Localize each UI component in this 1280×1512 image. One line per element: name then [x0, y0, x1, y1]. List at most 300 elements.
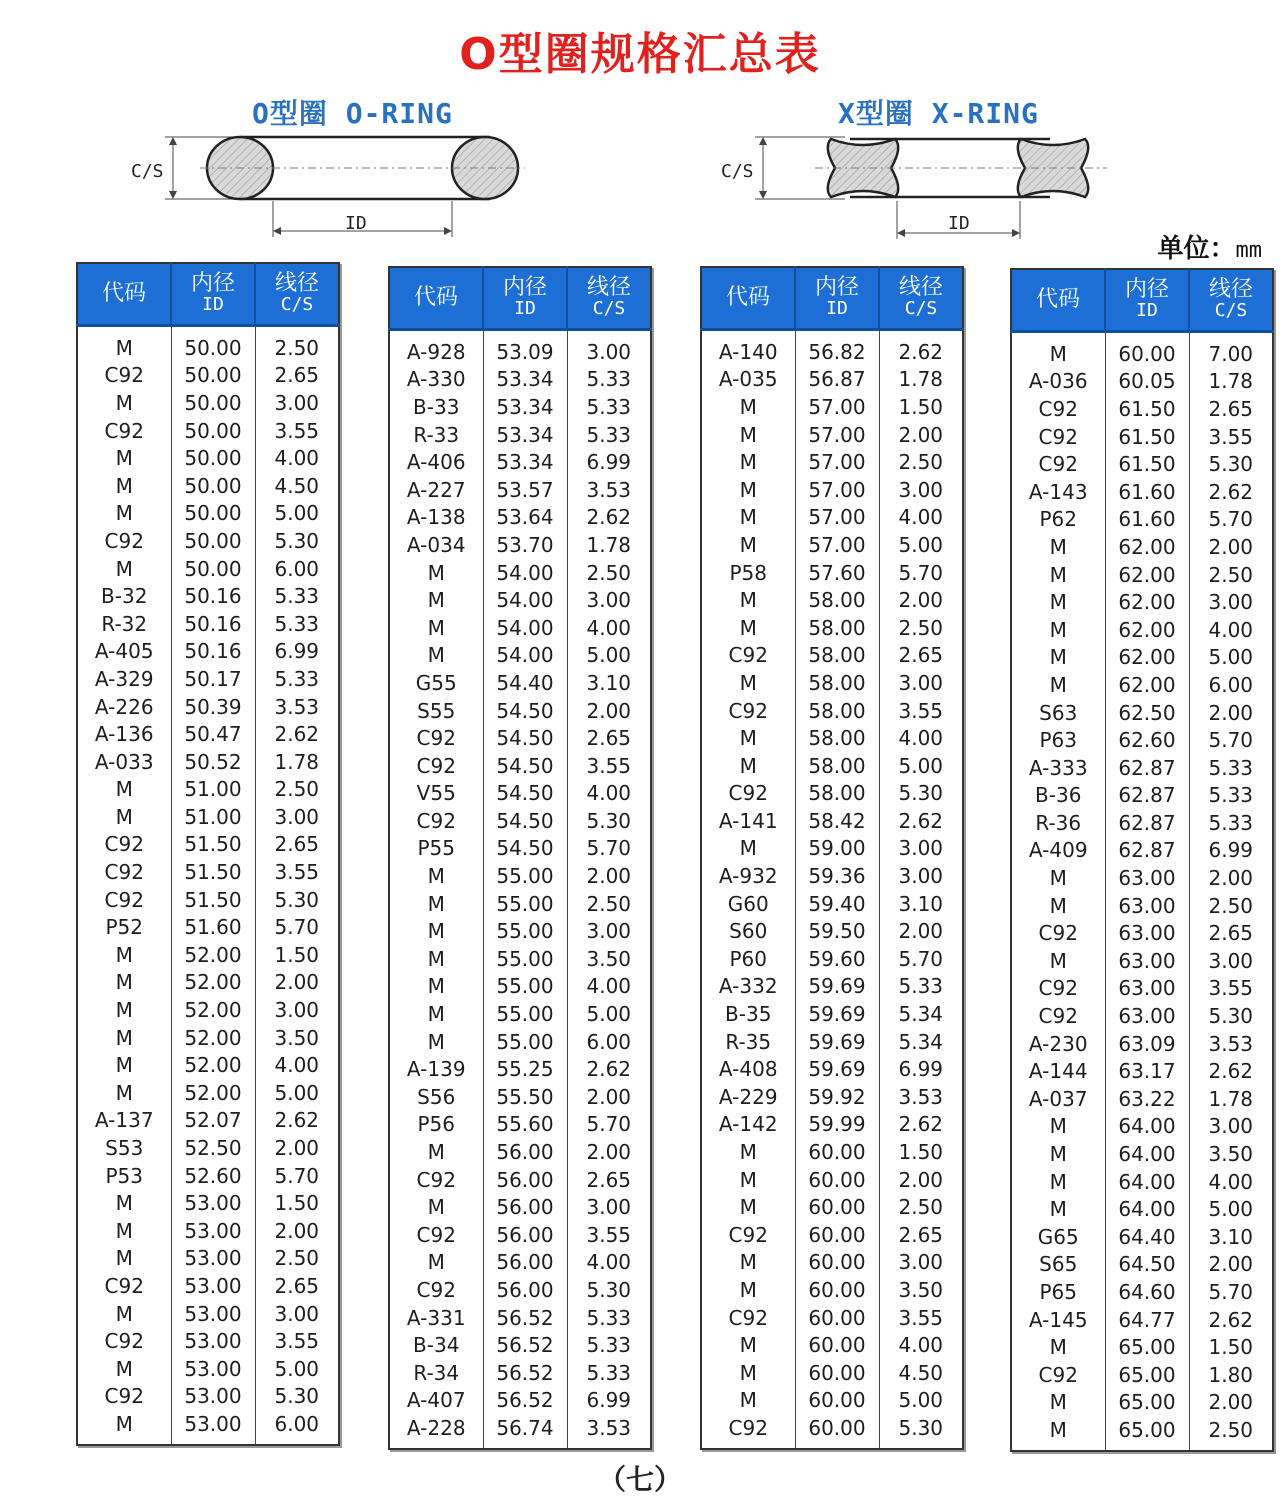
cs-cell: 5.30 — [1189, 1002, 1273, 1030]
code-cell: A-143 — [1028, 479, 1088, 504]
code-cell: P56 — [417, 1112, 455, 1137]
cs-cell: 2.00 — [879, 586, 963, 614]
code-cell: M — [427, 1195, 445, 1220]
table-row — [77, 693, 339, 721]
table-row — [1011, 919, 1273, 947]
code-cell: C92 — [104, 1273, 144, 1298]
code-cell: P60 — [729, 946, 767, 971]
id-cell: 59.00 — [795, 835, 879, 863]
code-cell: P52 — [105, 915, 143, 940]
code-cell: R-35 — [725, 1029, 772, 1054]
header-id-sub: ID — [826, 298, 848, 319]
code-cell: P55 — [417, 836, 455, 861]
id-cell: 56.00 — [483, 1138, 567, 1166]
cs-cell: 2.00 — [567, 697, 651, 725]
cs-cell: 2.62 — [255, 720, 339, 748]
id-cell: 55.60 — [483, 1111, 567, 1139]
cs-cell: 2.00 — [567, 862, 651, 890]
id-cell: 54.00 — [483, 559, 567, 587]
page-number: （七） — [597, 1463, 682, 1496]
code-cell: M — [739, 836, 757, 861]
cs-cell: 1.78 — [567, 531, 651, 559]
id-cell: 55.00 — [483, 862, 567, 890]
id-cell: 64.00 — [1105, 1113, 1189, 1141]
table-row — [701, 504, 963, 532]
header-id-sub: ID — [514, 298, 536, 319]
table-row — [77, 748, 339, 776]
code-cell: M — [115, 1411, 133, 1436]
code-cell: C92 — [1038, 976, 1078, 1001]
unit-note — [1157, 228, 1262, 265]
cs-cell: 5.00 — [1189, 1195, 1273, 1223]
code-cell: M — [739, 615, 757, 640]
id-cell: 64.40 — [1105, 1223, 1189, 1251]
table-row — [1011, 332, 1273, 368]
table-row — [1011, 671, 1273, 699]
code-cell: A-139 — [406, 1057, 466, 1082]
cs-cell: 4.00 — [255, 444, 339, 472]
cs-cell: 6.99 — [567, 1387, 651, 1415]
code-cell: M — [115, 1191, 133, 1216]
table-row — [389, 807, 651, 835]
cs-cell: 5.70 — [567, 1111, 651, 1139]
cs-cell: 3.00 — [1189, 588, 1273, 616]
table-row — [389, 1276, 651, 1304]
code-cell: R-34 — [413, 1360, 460, 1385]
id-cell: 63.00 — [1105, 919, 1189, 947]
code-cell: C92 — [104, 832, 144, 857]
id-cell: 57.00 — [795, 531, 879, 559]
id-cell: 50.00 — [171, 326, 255, 362]
table-row — [701, 330, 963, 366]
id-cell: 60.00 — [795, 1359, 879, 1387]
id-cell: 64.77 — [1105, 1306, 1189, 1334]
id-cell: 52.07 — [171, 1107, 255, 1135]
cs-cell: 3.53 — [567, 1414, 651, 1449]
code-cell: C92 — [416, 726, 456, 751]
id-cell: 53.34 — [483, 448, 567, 476]
cs-label-o: C/S — [131, 161, 164, 182]
table-row — [389, 1028, 651, 1056]
cs-cell: 2.50 — [879, 1193, 963, 1221]
cs-cell: 3.00 — [567, 330, 651, 366]
code-cell: A-408 — [718, 1057, 778, 1082]
id-cell: 64.50 — [1105, 1251, 1189, 1279]
cs-cell: 3.10 — [879, 890, 963, 918]
code-cell: M — [1049, 1335, 1067, 1360]
table-row — [701, 421, 963, 449]
id-cell: 53.09 — [483, 330, 567, 366]
cs-cell: 5.00 — [255, 500, 339, 528]
cs-cell: 3.00 — [567, 1193, 651, 1221]
id-cell: 50.16 — [171, 582, 255, 610]
id-cell: 52.00 — [171, 941, 255, 969]
cs-cell: 4.00 — [879, 1331, 963, 1359]
cs-cell: 2.00 — [1189, 1251, 1273, 1279]
id-cell: 62.00 — [1105, 644, 1189, 672]
id-cell: 56.87 — [795, 366, 879, 394]
code-cell: M — [739, 450, 757, 475]
cs-cell: 1.78 — [879, 366, 963, 394]
table-row — [701, 642, 963, 670]
header-cs-top: 线径 — [274, 271, 319, 296]
cs-cell: 1.78 — [1189, 368, 1273, 396]
code-cell: G65 — [1037, 1224, 1079, 1249]
x-ring-diagram — [715, 125, 1115, 245]
table-row — [701, 393, 963, 421]
id-cell: 50.00 — [171, 527, 255, 555]
code-cell: A-037 — [1028, 1086, 1088, 1111]
table-row — [1011, 754, 1273, 782]
cs-cell: 2.62 — [879, 807, 963, 835]
code-cell: A-331 — [406, 1305, 466, 1330]
table-row — [1011, 1278, 1273, 1306]
code-cell: B-35 — [725, 1002, 772, 1027]
code-cell: R-36 — [1035, 810, 1082, 835]
cs-cell: 2.00 — [879, 1166, 963, 1194]
table-row — [1011, 1223, 1273, 1251]
cs-cell: 3.00 — [879, 862, 963, 890]
code-cell: M — [1049, 1417, 1067, 1442]
cs-cell: 5.33 — [1189, 809, 1273, 837]
table-row — [701, 1331, 963, 1359]
table-row — [389, 669, 651, 697]
code-cell: A-409 — [1028, 838, 1088, 863]
code-cell: M — [115, 970, 133, 995]
id-label-x: ID — [948, 213, 970, 234]
code-cell: M — [739, 505, 757, 530]
table-row — [1011, 726, 1273, 754]
code-cell: A-141 — [718, 808, 778, 833]
code-cell: R-32 — [101, 611, 148, 636]
table-row — [1011, 1251, 1273, 1279]
cs-cell: 3.00 — [1189, 1113, 1273, 1141]
cs-cell: 5.33 — [1189, 782, 1273, 810]
id-cell: 53.34 — [483, 421, 567, 449]
code-cell: A-142 — [718, 1112, 778, 1137]
id-cell: 59.92 — [795, 1083, 879, 1111]
code-cell: B-34 — [413, 1333, 460, 1358]
table-row — [389, 393, 651, 421]
table-row — [389, 1000, 651, 1028]
table-row — [77, 326, 339, 362]
code-cell: A-137 — [94, 1108, 154, 1133]
table-row — [1011, 478, 1273, 506]
cs-cell: 6.00 — [255, 1410, 339, 1445]
table-row — [701, 807, 963, 835]
id-cell: 53.00 — [171, 1355, 255, 1383]
id-cell: 63.22 — [1105, 1085, 1189, 1113]
cs-cell: 2.50 — [1189, 1416, 1273, 1451]
id-cell: 63.09 — [1105, 1030, 1189, 1058]
table-row — [77, 665, 339, 693]
cs-cell: 3.55 — [567, 752, 651, 780]
code-cell: M — [115, 998, 133, 1023]
id-cell: 53.00 — [171, 1245, 255, 1273]
table-row — [389, 504, 651, 532]
table-row — [77, 1079, 339, 1107]
id-cell: 60.00 — [795, 1276, 879, 1304]
header-cs-top: 线径 — [898, 275, 943, 300]
id-cell: 63.17 — [1105, 1057, 1189, 1085]
cs-cell: 5.30 — [567, 807, 651, 835]
id-cell: 62.87 — [1105, 782, 1189, 810]
cs-cell: 3.00 — [879, 669, 963, 697]
code-cell: M — [427, 919, 445, 944]
cs-cell: 3.10 — [567, 669, 651, 697]
table-row — [1011, 837, 1273, 865]
id-cell: 56.00 — [483, 1221, 567, 1249]
table-row — [389, 917, 651, 945]
cs-cell: 6.99 — [1189, 837, 1273, 865]
spec-table-4 — [1010, 268, 1274, 1452]
table-row — [389, 1193, 651, 1221]
table-row — [389, 448, 651, 476]
code-cell: M — [1049, 645, 1067, 670]
cs-cell: 2.65 — [255, 831, 339, 859]
cs-cell: 1.78 — [255, 748, 339, 776]
table-row — [389, 1387, 651, 1415]
cs-cell: 2.00 — [255, 969, 339, 997]
cs-cell: 6.00 — [567, 1028, 651, 1056]
id-cell: 54.50 — [483, 697, 567, 725]
table-row — [389, 1221, 651, 1249]
id-cell: 60.00 — [795, 1193, 879, 1221]
cs-cell: 2.50 — [1189, 561, 1273, 589]
cs-cell: 3.53 — [1189, 1030, 1273, 1058]
code-cell: M — [427, 588, 445, 613]
cs-cell: 1.80 — [1189, 1361, 1273, 1389]
cs-cell: 5.34 — [879, 1000, 963, 1028]
id-cell: 56.52 — [483, 1304, 567, 1332]
table-row — [1011, 947, 1273, 975]
table-row — [1011, 1306, 1273, 1334]
id-cell: 62.00 — [1105, 533, 1189, 561]
id-cell: 55.25 — [483, 1055, 567, 1083]
cs-cell: 5.30 — [255, 1383, 339, 1411]
code-cell: M — [427, 615, 445, 640]
id-cell: 62.00 — [1105, 616, 1189, 644]
cs-cell: 6.99 — [255, 638, 339, 666]
cs-cell: 2.62 — [1189, 478, 1273, 506]
table-row — [77, 582, 339, 610]
cs-cell: 5.30 — [879, 1414, 963, 1449]
cs-cell: 4.50 — [255, 472, 339, 500]
table-row — [77, 913, 339, 941]
code-cell: M — [115, 1246, 133, 1271]
cs-cell: 5.00 — [567, 642, 651, 670]
id-cell: 60.00 — [795, 1138, 879, 1166]
cs-cell: 5.70 — [1189, 1278, 1273, 1306]
id-cell: 58.00 — [795, 780, 879, 808]
table-row — [77, 803, 339, 831]
table-header-row — [1011, 269, 1273, 332]
table-row — [389, 1111, 651, 1139]
table-row — [389, 476, 651, 504]
cs-cell: 3.00 — [879, 835, 963, 863]
id-cell: 62.87 — [1105, 809, 1189, 837]
id-cell: 53.57 — [483, 476, 567, 504]
code-cell: A-229 — [718, 1084, 778, 1109]
table-row — [389, 973, 651, 1001]
id-cell: 52.50 — [171, 1134, 255, 1162]
id-cell: 53.00 — [171, 1189, 255, 1217]
code-cell: R-33 — [413, 422, 460, 447]
cs-cell: 2.65 — [255, 1272, 339, 1300]
id-cell: 53.00 — [171, 1383, 255, 1411]
table-row — [77, 941, 339, 969]
code-cell: V55 — [416, 781, 456, 806]
cs-cell: 4.00 — [879, 724, 963, 752]
id-cell: 56.52 — [483, 1331, 567, 1359]
id-cell: 50.17 — [171, 665, 255, 693]
id-cell: 55.00 — [483, 1000, 567, 1028]
id-cell: 55.50 — [483, 1083, 567, 1111]
table-row — [389, 1138, 651, 1166]
table-header-row — [77, 263, 339, 326]
id-cell: 61.50 — [1105, 423, 1189, 451]
header-code: 代码 — [701, 267, 795, 330]
header-cs-sub: C/S — [904, 298, 938, 319]
table-row — [701, 1083, 963, 1111]
table-row — [389, 1304, 651, 1332]
table-row — [701, 1221, 963, 1249]
table-row — [701, 835, 963, 863]
table-row — [389, 835, 651, 863]
table-row — [389, 586, 651, 614]
id-cell: 53.64 — [483, 504, 567, 532]
table-row — [701, 862, 963, 890]
code-cell: C92 — [104, 860, 144, 885]
table-row — [77, 720, 339, 748]
code-cell: C92 — [104, 1329, 144, 1354]
id-cell: 53.00 — [171, 1300, 255, 1328]
code-cell: A-145 — [1028, 1307, 1088, 1332]
cs-cell: 5.33 — [255, 665, 339, 693]
table-row — [1011, 782, 1273, 810]
table-row — [701, 1000, 963, 1028]
cs-cell: 3.00 — [255, 803, 339, 831]
code-cell: G60 — [727, 891, 769, 916]
cs-cell: 3.55 — [879, 697, 963, 725]
header-code: 代码 — [389, 267, 483, 330]
code-cell: P53 — [105, 1163, 143, 1188]
id-cell: 58.00 — [795, 752, 879, 780]
cs-cell: 5.30 — [255, 886, 339, 914]
id-cell: 60.00 — [795, 1221, 879, 1249]
table-row — [701, 724, 963, 752]
spec-table-1 — [76, 262, 340, 1446]
unit-value: mm — [1235, 238, 1262, 263]
code-cell: A-228 — [406, 1415, 466, 1440]
code-cell: M — [1049, 562, 1067, 587]
table-row — [389, 614, 651, 642]
id-cell: 63.00 — [1105, 975, 1189, 1003]
table-row — [1011, 395, 1273, 423]
cs-cell: 1.50 — [879, 1138, 963, 1166]
code-cell: S53 — [105, 1136, 144, 1161]
id-cell: 59.69 — [795, 1028, 879, 1056]
code-cell: M — [739, 1360, 757, 1385]
code-cell: M — [115, 1053, 133, 1078]
header-id — [1105, 269, 1189, 332]
header-cs — [879, 267, 963, 330]
cs-cell: 6.99 — [879, 1055, 963, 1083]
header-cs — [567, 267, 651, 330]
table-row — [77, 831, 339, 859]
code-cell: M — [739, 422, 757, 447]
table-row — [701, 1304, 963, 1332]
table-row — [389, 1249, 651, 1277]
code-cell: A-226 — [94, 694, 154, 719]
code-cell: M — [427, 864, 445, 889]
cs-cell: 2.00 — [1189, 1389, 1273, 1417]
id-cell: 51.00 — [171, 776, 255, 804]
header-id-top: 内径 — [190, 271, 235, 296]
table-row — [389, 862, 651, 890]
cs-cell: 5.00 — [879, 531, 963, 559]
cs-cell: 5.33 — [567, 366, 651, 394]
code-cell: M — [1049, 1142, 1067, 1167]
code-cell: M — [115, 1080, 133, 1105]
code-cell: M — [1049, 672, 1067, 697]
table-row — [1011, 506, 1273, 534]
id-cell: 55.00 — [483, 945, 567, 973]
cs-cell: 3.00 — [255, 996, 339, 1024]
id-cell: 63.00 — [1105, 947, 1189, 975]
cs-cell: 2.65 — [255, 362, 339, 390]
table-row — [77, 1383, 339, 1411]
code-cell: M — [1049, 866, 1067, 891]
table-row — [77, 996, 339, 1024]
cs-cell: 2.65 — [1189, 395, 1273, 423]
header-cs — [255, 263, 339, 326]
cs-cell: 2.00 — [1189, 533, 1273, 561]
id-cell: 50.00 — [171, 362, 255, 390]
cs-cell: 5.70 — [567, 835, 651, 863]
header-id — [483, 267, 567, 330]
table-row — [389, 780, 651, 808]
code-cell: C92 — [416, 1277, 456, 1302]
header-id-sub: ID — [202, 294, 224, 315]
id-cell: 63.00 — [1105, 864, 1189, 892]
code-cell: M — [739, 1250, 757, 1275]
table-row — [1011, 864, 1273, 892]
code-cell: M — [427, 974, 445, 999]
table-row — [389, 1166, 651, 1194]
code-cell: A-333 — [1028, 755, 1088, 780]
code-cell: M — [115, 1025, 133, 1050]
cs-cell: 3.55 — [879, 1304, 963, 1332]
cs-cell: 3.50 — [1189, 1140, 1273, 1168]
table-row — [1011, 809, 1273, 837]
code-cell: M — [739, 753, 757, 778]
cs-cell: 4.00 — [567, 973, 651, 1001]
cs-cell: 2.50 — [255, 326, 339, 362]
code-cell: M — [115, 335, 133, 360]
cs-cell: 2.50 — [879, 448, 963, 476]
header-cs-sub: C/S — [592, 298, 626, 319]
table-row — [389, 1414, 651, 1449]
id-cell: 63.00 — [1105, 1002, 1189, 1030]
id-cell: 57.00 — [795, 393, 879, 421]
cs-cell: 2.00 — [1189, 864, 1273, 892]
cs-cell: 1.50 — [879, 393, 963, 421]
code-cell: B-33 — [413, 394, 460, 419]
table-row — [77, 1355, 339, 1383]
table-row — [1011, 533, 1273, 561]
code-cell: M — [739, 477, 757, 502]
